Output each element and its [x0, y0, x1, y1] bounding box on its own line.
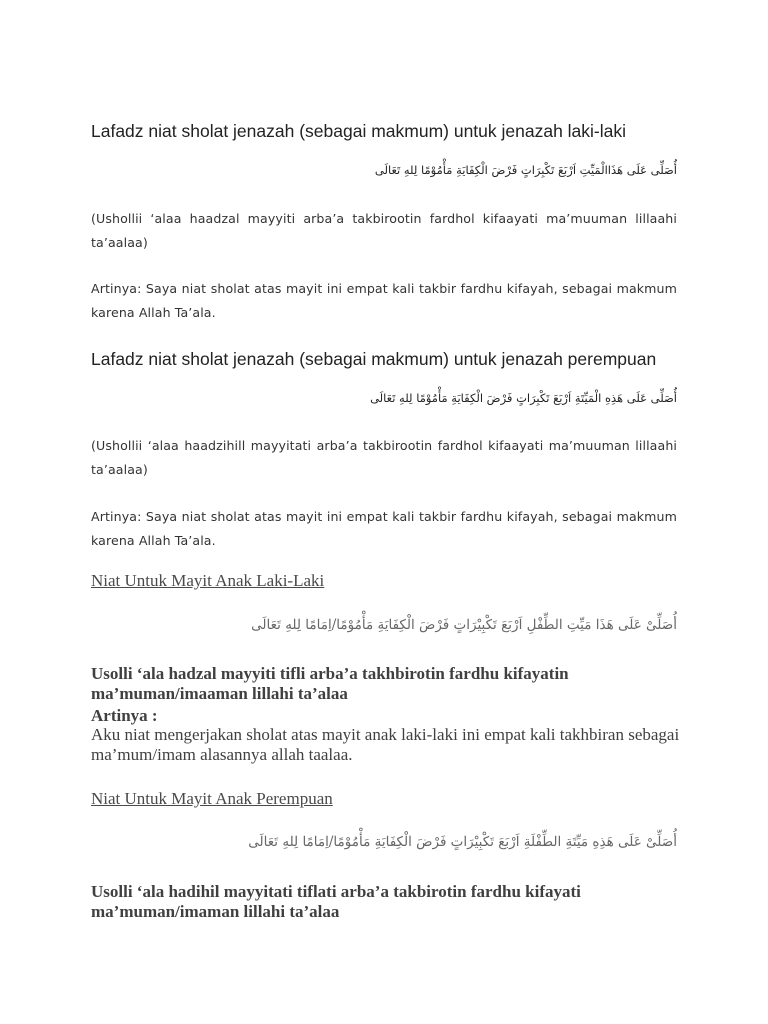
latin-transliteration-female-child: Usolli ‘ala hadihil mayyitati tiflati arba’a takbirotin fardhu kifayati ma’muman/imaman lillahi ta’alaa — [91, 882, 581, 921]
section-heading-male-adult: Lafadz niat sholat jenazah (sebagai makmum) untuk jenazah laki-laki — [91, 121, 627, 141]
arabic-niat-female-child: أُصَلِّىْ عَلَى هَذِهِ مَيِّتَةِ الطِّفْلَةِ اَرْبَعَ تَكْبِيْرَاتٍ فَرْضَ الْكِفَايَةِ مَأْمُوْمًا/اِمَامًا لِلهِ تَعَالَى — [248, 834, 677, 850]
arabic-niat-male-adult: أُصَلِّى عَلَى هَذَاالْمَيِّتِ اَرْبَعَ تَكْبِرَاتٍ فَرْضَ الْكِفَايَةِ مَأْمُوْمًا لِلهِ تَعَالَى — [374, 163, 677, 177]
section-heading-male-child: Niat Untuk Mayit Anak Laki-Laki — [91, 571, 325, 590]
section-heading-female-adult: Lafadz niat sholat jenazah (sebagai makmum) untuk jenazah perempuan — [91, 349, 657, 369]
latin-transliteration-female-adult: (Ushollii ‘alaa haadzihill mayyitati arba’a takbirootin fardhol kifaayati ma’muuman lillaahi ta’aalaa) — [91, 438, 677, 477]
arabic-niat-male-child: أُصَلِّىْ عَلَى هَذَا مَيِّتِ الطِّفْلِ اَرْبَعَ تَكْبِيْرَاتٍ فَرْضَ الْكِفَايَةِ مَأْمُوْمًا/اِمَامًا لِلهِ تَعَالَى — [251, 617, 677, 633]
meaning-male-adult: Artinya: Saya niat sholat atas mayit ini empat kali takbir fardhu kifayah, sebagai makmum karena Allah Ta’ala. — [91, 281, 677, 320]
meaning-male-child: Aku niat mengerjakan sholat atas mayit anak laki-laki ini empat kali takhbiran sebagai ma’mum/imam alasannya allah taalaa. — [91, 725, 680, 764]
latin-transliteration-male-child: Usolli ‘ala hadzal mayyiti tifli arba’a takhbirotin fardhu kifayatin ma’muman/imaaman lillahi ta’alaa — [91, 664, 569, 703]
arabic-niat-female-adult: أُصَلِّى عَلَى هَذِهِ الْمَيِّتَةِ اَرْبَعَ تَكْبِرَاتٍ فَرْضَ الْكِفَايَةِ مَأْمُوْمًا لِلهِ تَعَالَى — [370, 391, 677, 405]
meaning-label-male-child: Artinya : — [91, 706, 158, 725]
latin-transliteration-male-adult: (Ushollii ‘alaa haadzal mayyiti arba’a takbirootin fardhol kifaayati ma’muuman lillaahi ta’aalaa) — [91, 211, 677, 250]
meaning-female-adult: Artinya: Saya niat sholat atas mayit ini empat kali takbir fardhu kifayah, sebagai makmum karena Allah Ta’ala. — [91, 509, 677, 548]
section-heading-female-child: Niat Untuk Mayit Anak Perempuan — [91, 789, 333, 808]
